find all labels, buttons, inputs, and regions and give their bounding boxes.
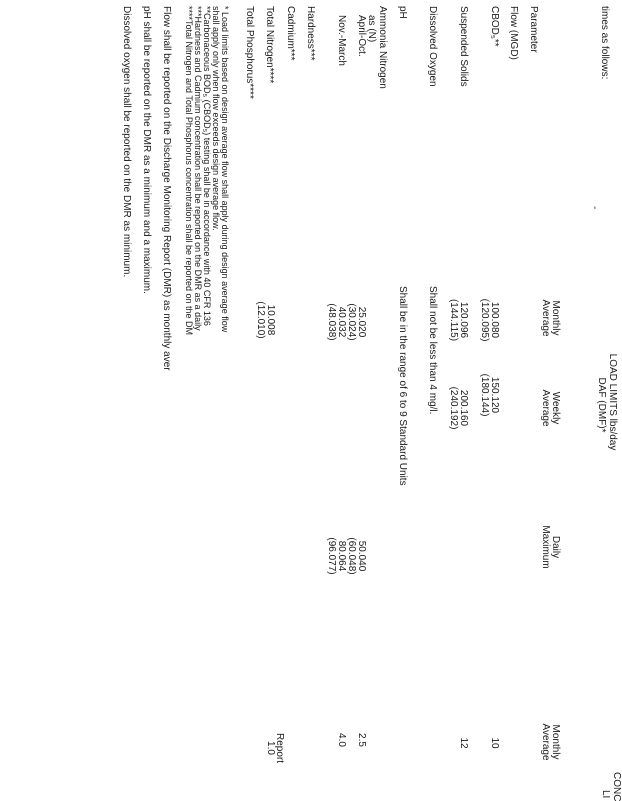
column-header-weekly-avg: Weekly	[550, 391, 561, 425]
row-total-phosphorus-monthly-2: (12.010)	[255, 301, 266, 339]
column-header-daily-max: Daily	[550, 535, 561, 559]
conc-subtitle: LI	[600, 790, 611, 799]
row-total-nitrogen-label: Total Nitrogen****	[264, 6, 275, 84]
load-limits-title: LOAD LIMITS lbs/day	[607, 353, 618, 451]
row-ammonia-apr-label: April-Oct.	[356, 15, 367, 57]
row-cbod-monthly-2: (120.095)	[479, 298, 490, 342]
row-cbod-conc: 10	[489, 737, 500, 749]
row-cbod-weekly: 150.120	[489, 376, 500, 414]
stray-mark: -	[589, 206, 600, 210]
row-ph-text: Shall be in the range of 6 to 9 Standard Units	[397, 286, 408, 486]
row-do-label: Dissolved Oxygen	[427, 6, 438, 87]
load-limits-subtitle: DAF (DMF)*	[596, 377, 607, 433]
row-total-phosphorus-label: Total Phosphorus****	[244, 6, 255, 99]
column-header-daily-max-line2: Maximum	[540, 525, 551, 569]
row-tss-monthly-2: (144.115)	[448, 298, 459, 342]
column-header-monthly-avg-line2: Average	[540, 299, 551, 337]
row-total-phosphorus-conc: 1.0	[265, 741, 276, 755]
footnote: ***Hardness and Cadmium concentration shall be reported on the DMR as a daily	[193, 6, 203, 331]
column-header-parameter: Parameter	[528, 6, 539, 53]
row-ammonia-label: Ammonia Nitrogen	[377, 6, 388, 89]
paragraph-flow: Flow shall be reported on the Discharge Monitoring Report (DMR) as monthly aver	[161, 6, 172, 371]
footnote: ****Total Nitrogen and Total Phosphorus concentration shall be reported on the DM	[184, 6, 194, 336]
row-ammonia-nov-daily-2: (96.077)	[326, 537, 337, 575]
row-ammonia-nov-label: Nov.-March	[336, 15, 347, 66]
paragraph-do: Dissolved oxygen shall be reported on the DMR as minimum.	[121, 6, 132, 278]
column-header-conc-monthly-avg-line2: Average	[540, 723, 551, 761]
row-do-text: Shall not be less than 4 mg/l.	[427, 286, 438, 415]
row-total-nitrogen-conc: Report	[274, 732, 285, 764]
row-ammonia-nov-monthly-2: (48.038)	[326, 303, 337, 341]
row-tss-weekly: 200.160	[458, 389, 469, 427]
row-ammonia-apr-conc: 2.5	[356, 733, 367, 747]
column-header-conc-monthly-avg: Monthly	[550, 724, 561, 760]
row-cadmium-label: Cadmium***	[285, 6, 296, 61]
row-ammonia-apr-daily: 50.040	[356, 540, 367, 572]
row-ammonia-apr-monthly-2: (30.024)	[346, 303, 357, 341]
row-hardness-label: Hardness***	[305, 6, 316, 61]
column-header-monthly-avg: Monthly	[550, 300, 561, 336]
row-ammonia-nov-conc: 4.0	[336, 733, 347, 747]
footnote: * Load limits based on design average flow shall apply during design average flow	[220, 6, 230, 333]
row-ammonia-apr-daily-2: (60.048)	[346, 537, 357, 575]
row-ammonia-apr-monthly: 25.020	[356, 306, 367, 338]
row-ammonia-label-2: as (N)	[366, 15, 377, 43]
paragraph-ph: pH shall be reported on the DMR as a minimum and a maximum.	[141, 6, 152, 294]
row-ammonia-nov-monthly: 40.032	[336, 306, 347, 338]
column-header-weekly-avg-line2: Average	[540, 389, 551, 427]
row-tss-weekly-2: (240.192)	[448, 386, 459, 430]
row-tss-label: Suspended Solids	[458, 6, 469, 87]
footnote: **Carbonaceous BOD₅ (CBOD₅) testing shall be in accordance with 40 CFR 136	[202, 6, 212, 326]
row-cbod-monthly: 100.080	[489, 301, 500, 339]
row-cbod-weekly-2: (180.144)	[479, 373, 490, 417]
row-ammonia-nov-daily: 80.064	[336, 540, 347, 572]
row-tss-monthly: 120.096	[458, 301, 469, 339]
intro-text: times as follows:	[599, 6, 610, 80]
row-total-phosphorus-monthly: 10.008	[265, 304, 276, 336]
row-flow-label: Flow (MGD)	[508, 6, 519, 60]
conc-title: CONC	[611, 772, 622, 801]
row-tss-conc: 12	[458, 737, 469, 749]
row-ph-label: pH	[397, 6, 408, 19]
row-cbod-label: CBOD₅**	[489, 6, 500, 47]
footnote: shall apply only when flow exceeds design average flow.	[211, 6, 221, 231]
